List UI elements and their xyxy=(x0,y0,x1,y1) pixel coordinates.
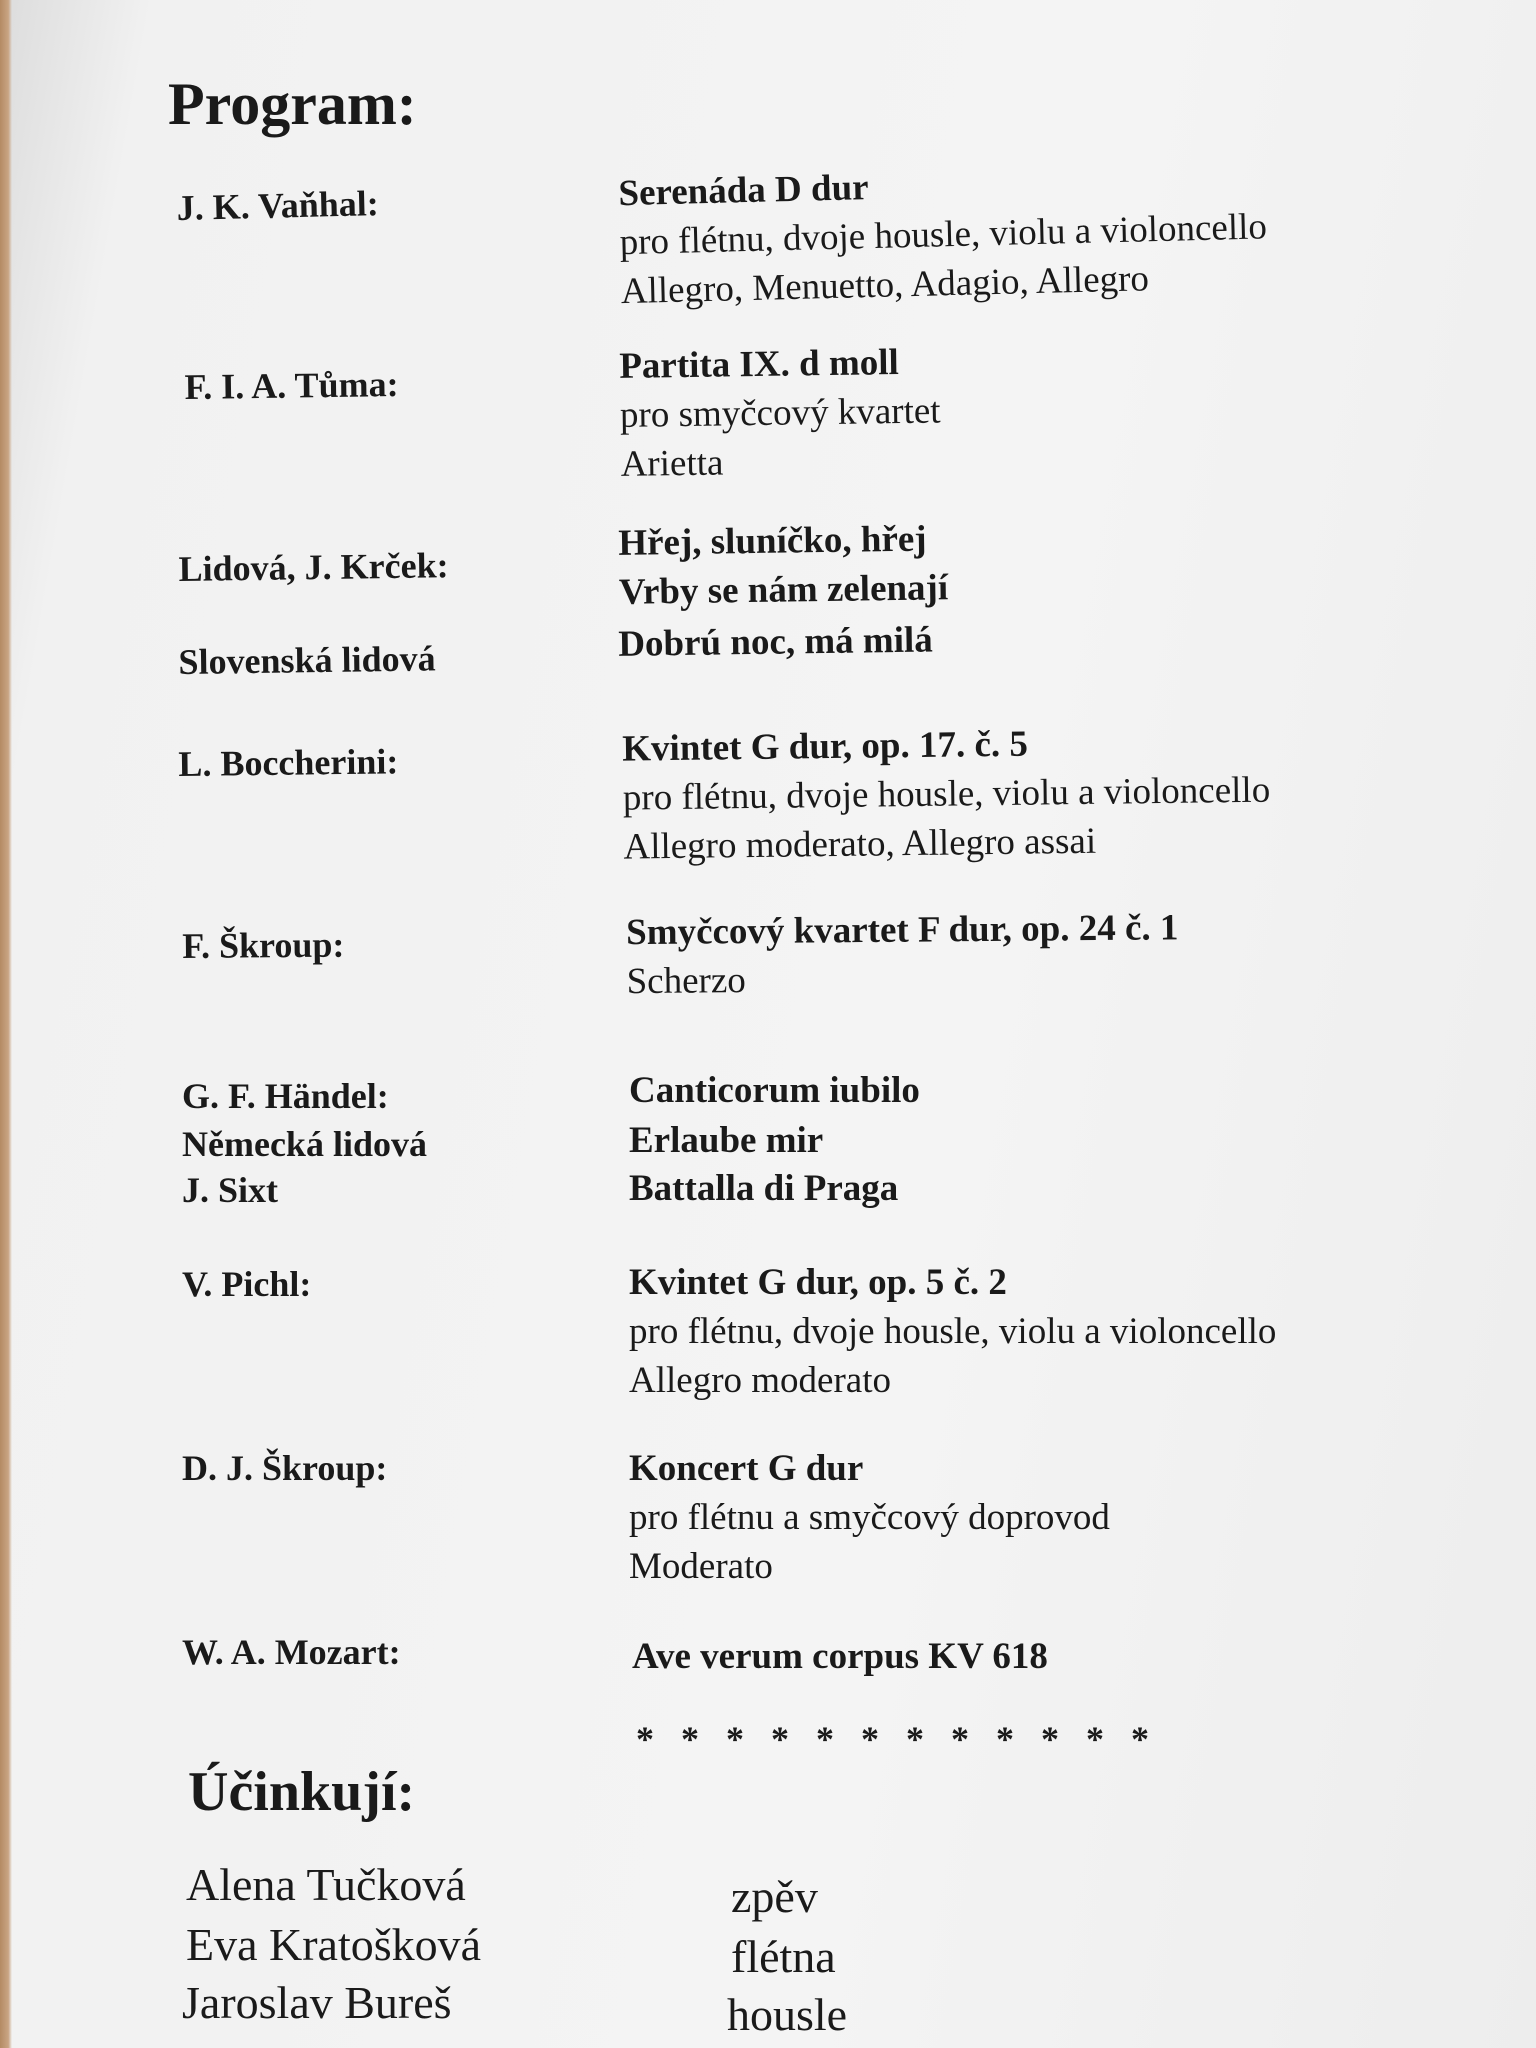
work xyxy=(622,717,1271,872)
program-entry xyxy=(176,146,1536,313)
program-entry xyxy=(184,328,1536,485)
performers-title: Účinkují: xyxy=(188,1761,416,1823)
work-title: Canticorum iubilo xyxy=(629,1070,920,1111)
work-title: Dobrú noc, má milá xyxy=(618,619,934,665)
table-edge xyxy=(0,0,12,2048)
work-detail: pro flétnu, dvoje housle, violu a violoncello xyxy=(629,1311,1277,1352)
work-detail: Arietta xyxy=(620,442,724,485)
work xyxy=(619,337,942,488)
work-title: Koncert G dur xyxy=(629,1448,864,1489)
composer-name: J. Sixt xyxy=(182,1170,279,1210)
work-title: Hřej, sluníčko, hřej xyxy=(618,518,927,564)
work-detail: pro flétnu a smyčcový doprovod xyxy=(629,1497,1110,1538)
composer-name: D. J. Škroup: xyxy=(182,1448,388,1488)
composer-name: W. A. Mozart: xyxy=(182,1632,401,1672)
work xyxy=(629,1258,1276,1405)
work-detail: Scherzo xyxy=(626,960,746,1003)
work-detail: Allegro moderato xyxy=(629,1360,891,1401)
work-title: Erlaube mir xyxy=(629,1120,824,1161)
work-title: Smyčcový kvartet F dur, op. 24 č. 1 xyxy=(626,907,1179,954)
composer-name: F. I. A. Tůma: xyxy=(184,364,399,407)
work-detail: Allegro, Menuetto, Adagio, Allegro xyxy=(620,258,1150,313)
work xyxy=(626,903,1179,1006)
composer-name: G. F. Händel: xyxy=(182,1076,389,1116)
work-detail: Allegro moderato, Allegro assai xyxy=(623,820,1097,868)
work xyxy=(618,514,949,617)
work xyxy=(618,615,933,668)
work-title: Battalla di Praga xyxy=(629,1168,899,1209)
performer-role: zpěv xyxy=(731,1871,818,1922)
composer-name: Slovenská lidová xyxy=(178,638,436,682)
work-title: Ave verum corpus KV 618 xyxy=(632,1636,1048,1677)
performer-name: Alena Tučková xyxy=(186,1859,466,1910)
work xyxy=(629,1116,823,1165)
work-detail: Moderato xyxy=(629,1546,773,1587)
composer-name: V. Pichl: xyxy=(182,1264,312,1304)
work-title: Kvintet G dur, op. 5 č. 2 xyxy=(629,1262,1007,1303)
work xyxy=(632,1628,1048,1677)
work-title: Serenáda D dur xyxy=(617,167,870,215)
work xyxy=(629,1444,1110,1591)
work xyxy=(629,1066,920,1115)
work xyxy=(618,153,1269,316)
composer-name: J. K. Vaňhal: xyxy=(176,183,380,228)
program-title: Program: xyxy=(168,71,417,137)
performer-name: Jaroslav Bureš xyxy=(182,1977,452,2028)
performer-role: flétna xyxy=(731,1931,836,1982)
separator-stars: * * * * * * * * * * * * xyxy=(636,1719,1150,1759)
program-entry xyxy=(182,900,1536,1003)
program-entry xyxy=(178,505,1536,613)
program-entry xyxy=(178,713,1536,868)
performer-role: housle xyxy=(727,1989,848,2040)
work-title: Partita IX. d moll xyxy=(619,342,900,387)
work xyxy=(629,1164,898,1213)
work-title: Kvintet G dur, op. 17. č. 5 xyxy=(622,723,1029,770)
work-detail: pro smyčcový kvartet xyxy=(619,390,941,436)
work-detail: pro flétnu, dvoje housle, violu a violoncello xyxy=(619,206,1268,264)
composer-name: L. Boccherini: xyxy=(178,741,399,784)
composer-name: Lidová, J. Krček: xyxy=(178,545,449,589)
composer-name: Německá lidová xyxy=(182,1124,427,1164)
composer-name: F. Škroup: xyxy=(182,924,345,966)
work-detail: pro flétnu, dvoje housle, violu a violoncello xyxy=(622,769,1271,819)
performer-name: Eva Kratošková xyxy=(186,1919,482,1970)
work-title: Vrby se nám zelenají xyxy=(618,567,949,613)
